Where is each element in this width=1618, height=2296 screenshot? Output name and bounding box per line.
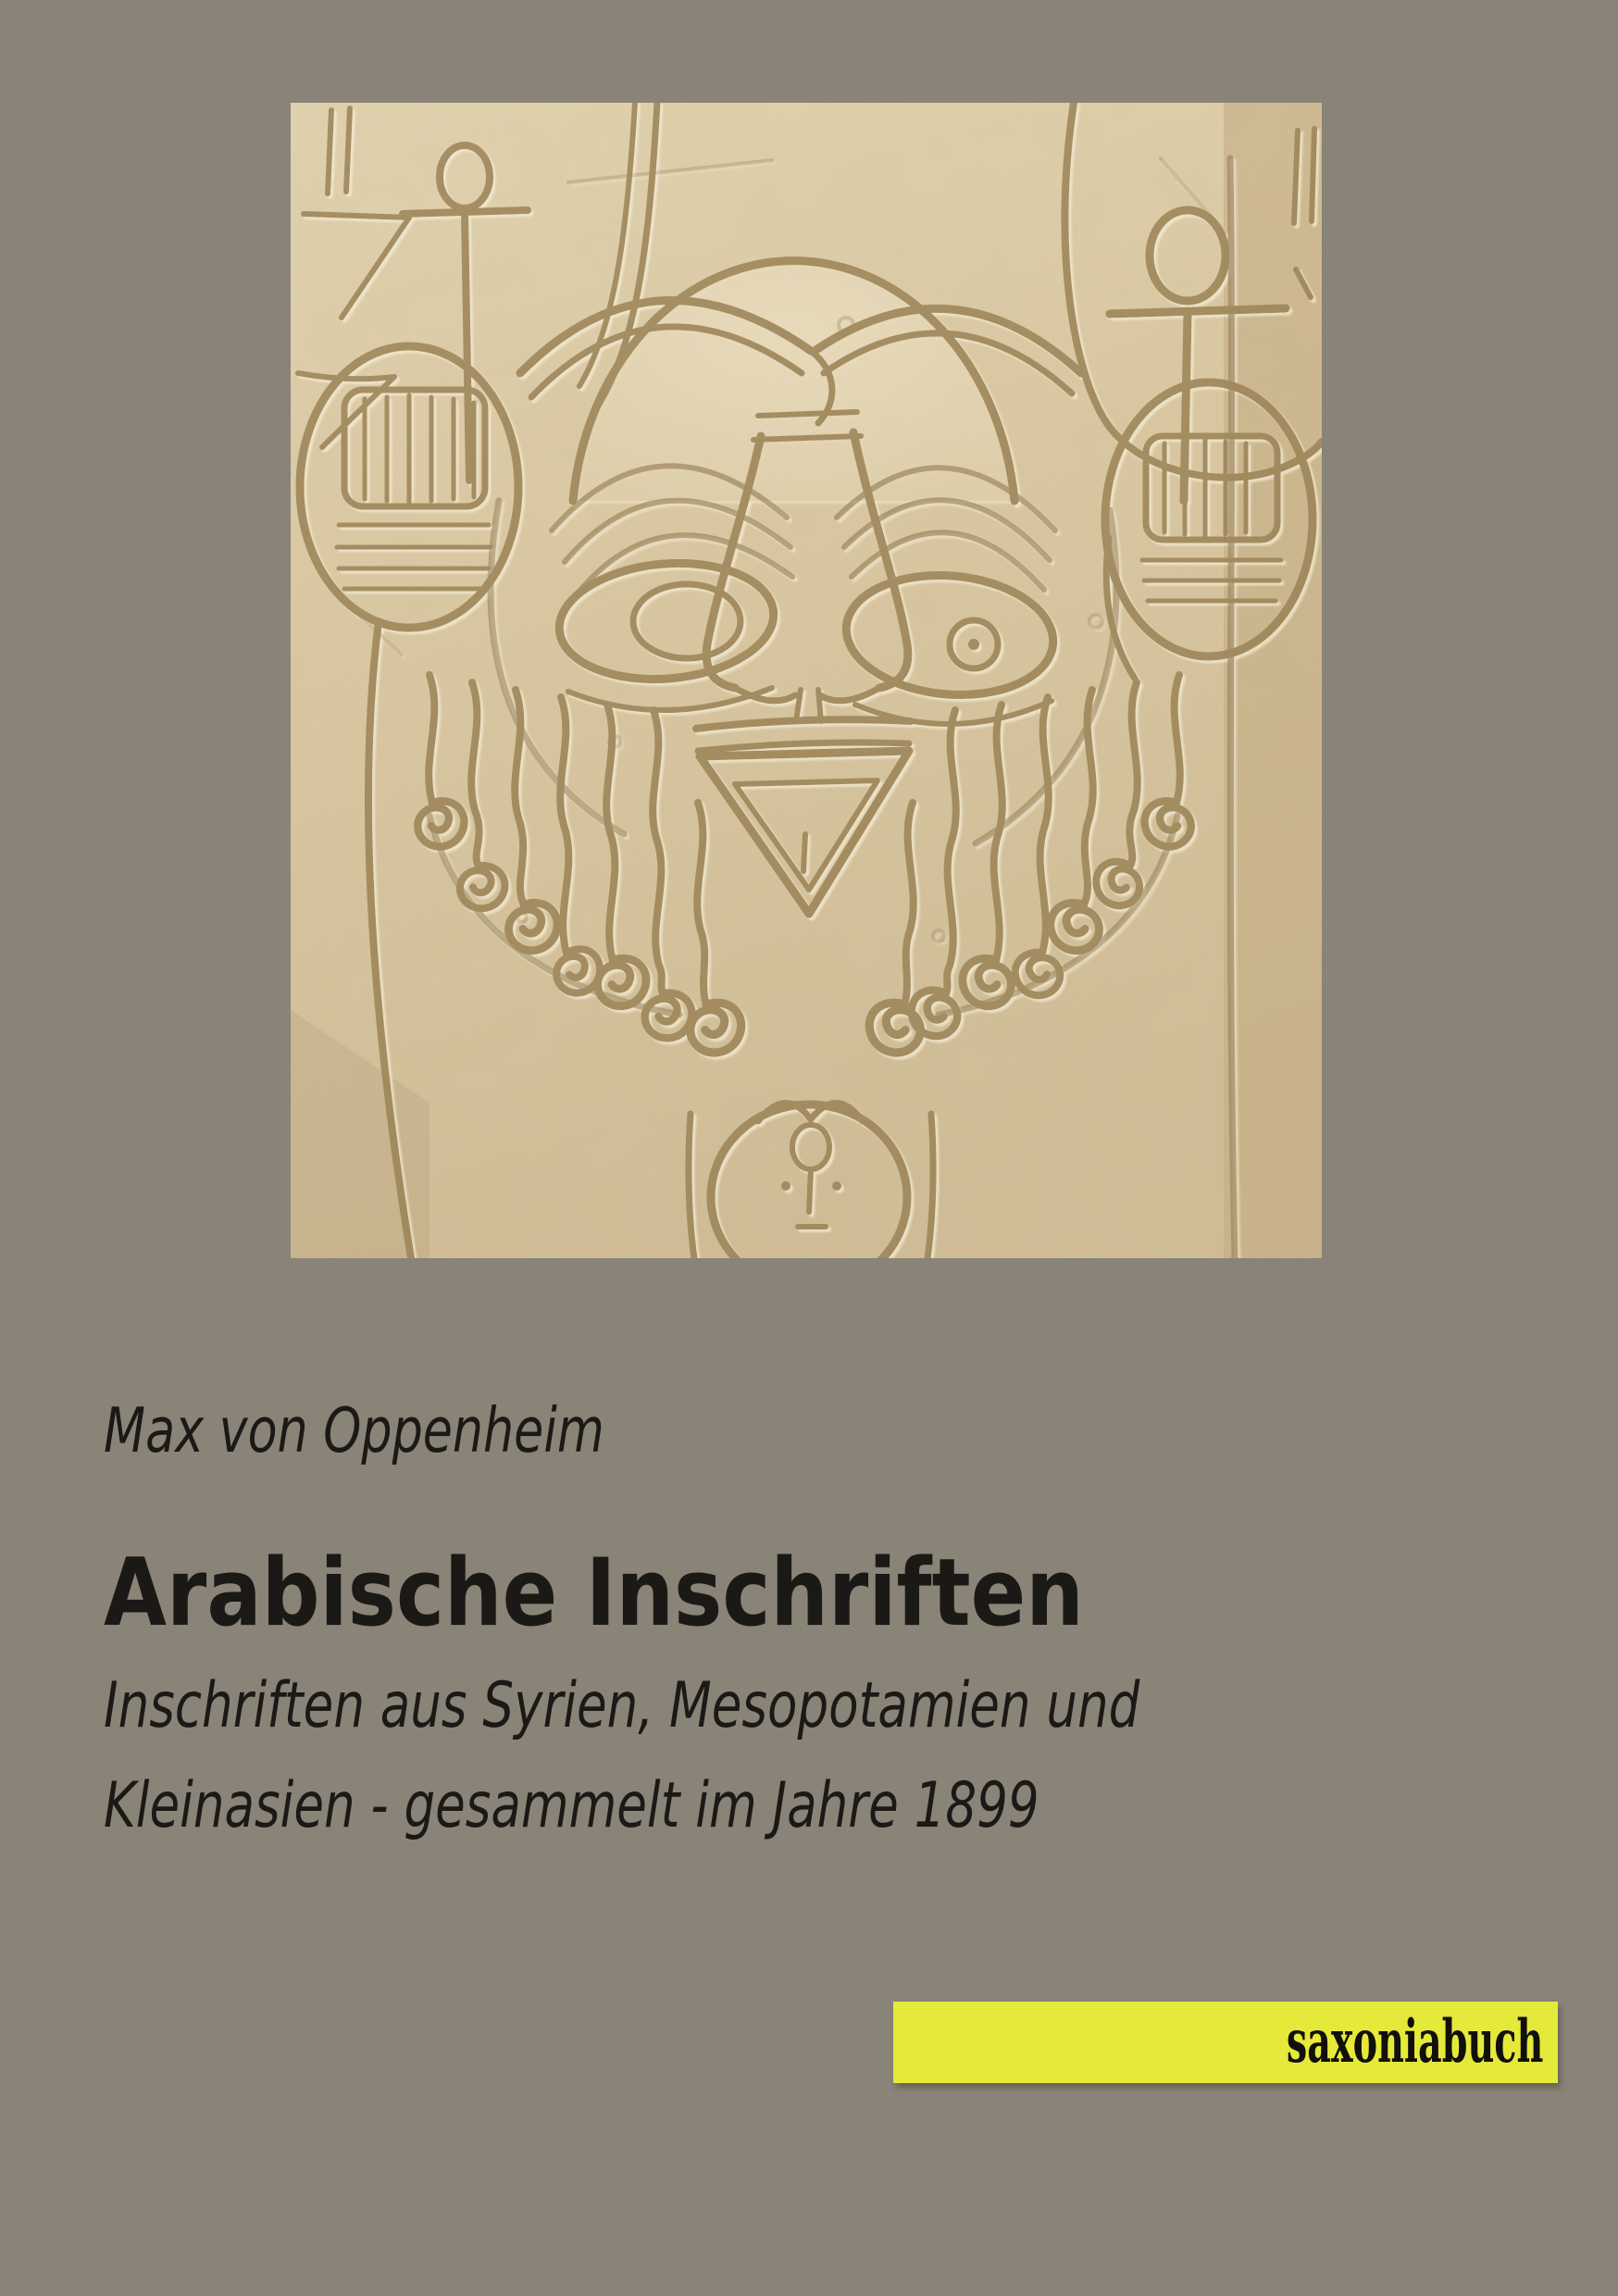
subtitle-line-2-label: Kleinasien - gesammelt im Jahre 1899: [104, 1769, 1039, 1842]
author-label: Max von Oppenheim: [104, 1394, 604, 1466]
book-title: [104, 1538, 1230, 1647]
cover-photo: [291, 103, 1322, 1258]
subtitle-line-2: [104, 1769, 1303, 1842]
subtitle-line-1-label: Inschriften aus Syrien, Mesopotamien und: [104, 1669, 1140, 1742]
subtitle-line-1: [104, 1669, 1432, 1742]
stone-grain: [291, 103, 1322, 1258]
publisher-logo-text: saxoniabuch: [1286, 2007, 1543, 2077]
book-title-label: Arabische Inschriften: [104, 1538, 1084, 1647]
author-text: [104, 1394, 745, 1466]
publisher-badge: [893, 2002, 1558, 2083]
bes-relief-illustration: [291, 103, 1322, 1258]
